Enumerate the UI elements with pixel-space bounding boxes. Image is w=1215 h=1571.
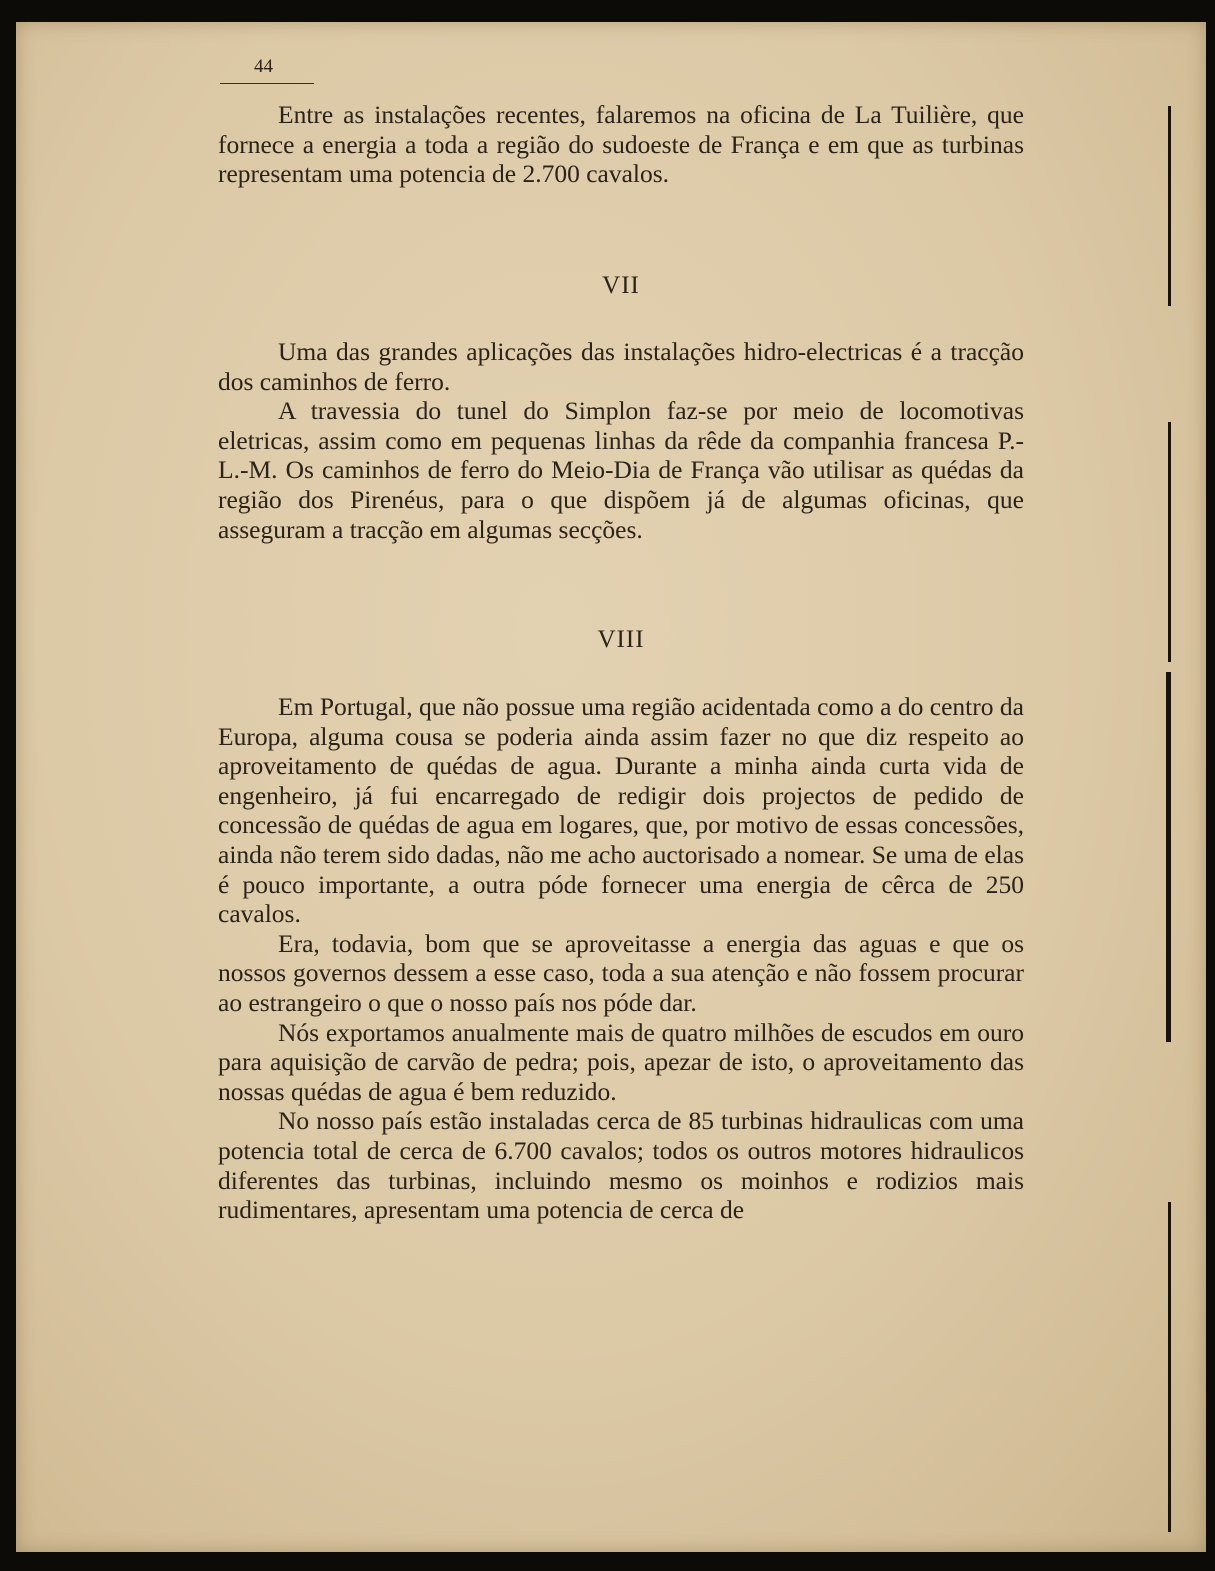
section-viii-body — [218, 692, 1024, 1225]
binding-mark — [1168, 106, 1171, 306]
binding-mark — [1166, 672, 1171, 1042]
book-page — [16, 22, 1206, 1552]
section-heading-vii: VII — [602, 272, 640, 299]
page-number: 44 — [254, 56, 273, 77]
paragraph: A travessia do tunel do Simplon faz-se por meio de locomotivas eletricas, assim como em pequenas linhas da rêde da companhia francesa P.-L.-M. Os caminhos de ferro do Meio-Dia de França vão utilisar as quédas da região dos Pirenéus, para o que dispõem já de algumas oficinas, que asseguram a tracção em algumas secções. — [218, 396, 1024, 544]
section-vii-body — [218, 337, 1024, 544]
paragraph: Em Portugal, que não possue uma região acidentada como a do centro da Europa, alguma cousa se poderia ainda assim fazer no que diz respeito ao aproveitamento de quédas de agua. Durante a minha ainda curta vida de engenheiro, já fui encarregado de redigir dois projectos de pedido de concessão de quédas de agua em logares, que, por motivo de essas concessões, ainda não terem sido dadas, não me acho auctorisado a nomear. Se uma de elas é pouco importante, a outra póde fornecer uma energia de cêrca de 250 cavalos. — [218, 692, 1024, 929]
section-heading-viii: VIII — [597, 626, 645, 653]
paragraph: Era, todavia, bom que se aproveitasse a energia das aguas e que os nossos governos dessem a esse caso, toda a sua atenção e não fossem procurar ao estrangeiro o que o nosso país nos póde dar. — [218, 928, 1024, 1017]
paragraph: Nós exportamos anualmente mais de quatro milhões de escudos em ouro para aquisição de carvão de pedra; pois, apezar de isto, o aproveitamento das nossas quédas de agua é bem reduzido. — [218, 1017, 1024, 1106]
paragraph: No nosso país estão instaladas cerca de 85 turbinas hidraulicas com uma potencia total de cerca de 6.700 cavalos; todos os outros motores hidraulicos diferentes das turbinas, incluindo mesmo os moinhos e rodizios mais rudimentares, apresentam uma potencia de cerca de — [218, 1106, 1024, 1225]
page-number-rule — [220, 83, 314, 84]
paragraph: Uma das grandes aplicações das instalações hidro-electricas é a tracção dos caminhos de ferro. — [218, 337, 1024, 396]
opening-block — [218, 100, 1024, 189]
paragraph: Entre as instalações recentes, falaremos na oficina de La Tuilière, que fornece a energia a toda a região do sudoeste de França e em que as turbinas representam uma potencia de 2.700 cavalos. — [218, 100, 1024, 189]
binding-mark — [1168, 1202, 1171, 1532]
binding-mark — [1168, 422, 1171, 662]
